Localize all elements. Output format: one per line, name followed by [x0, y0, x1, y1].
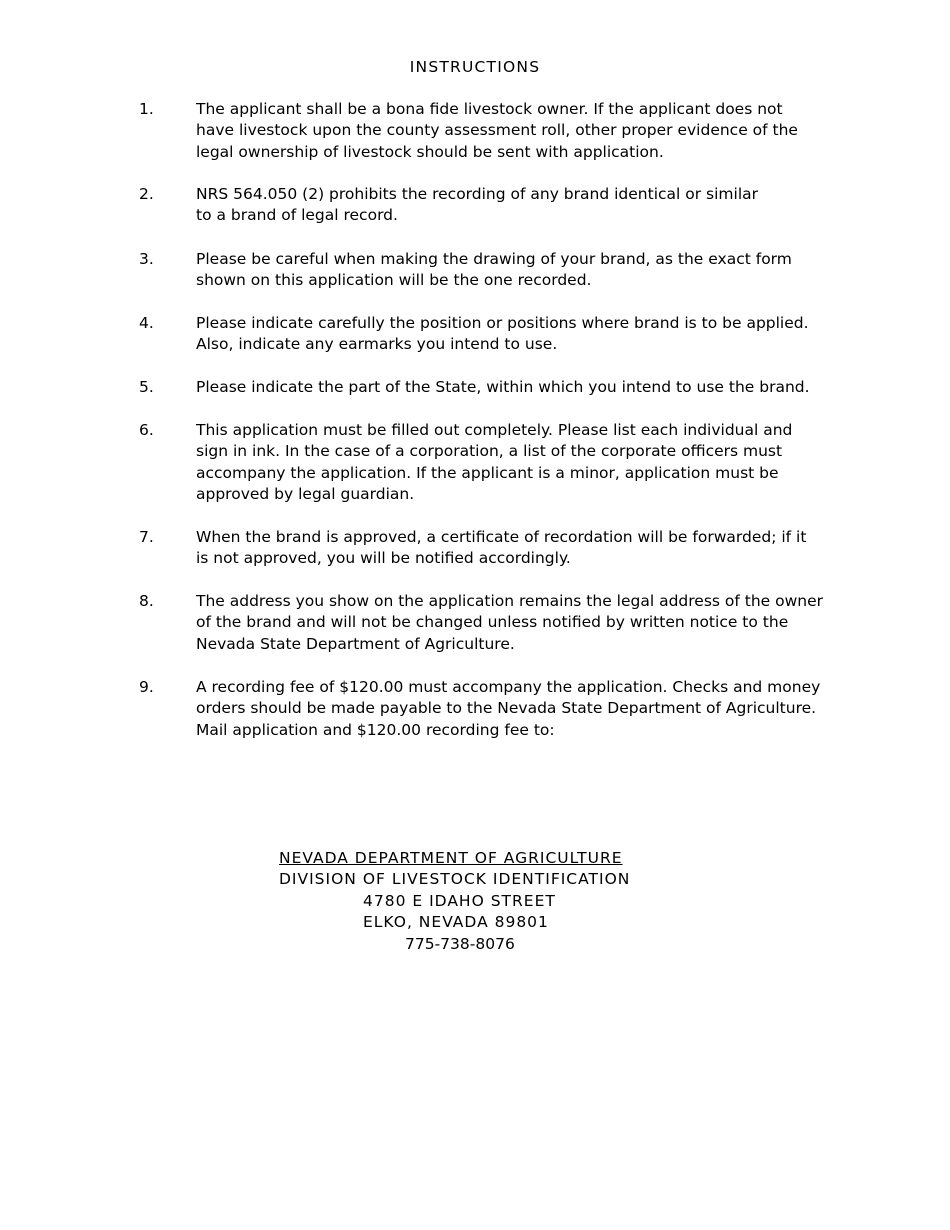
- item-text: [196, 420, 836, 506]
- item-text: [196, 377, 836, 398]
- item-text: [196, 99, 836, 163]
- item-text: [196, 677, 836, 741]
- item-number: 4.: [139, 314, 154, 332]
- address-city: ELKO, NEVADA 89801: [363, 913, 549, 932]
- item-number: 5.: [139, 378, 154, 396]
- item-number: 8.: [139, 592, 154, 610]
- item-number: 9.: [139, 678, 154, 696]
- item-number: 7.: [139, 528, 154, 546]
- item-line: Please indicate carefully the position or positions where brand is to be applied.: [196, 314, 809, 332]
- item-line: When the brand is approved, a certificate of recordation will be forwarded; if it: [196, 528, 807, 546]
- item-line: of the brand and will not be changed unless notified by written notice to the: [196, 613, 789, 632]
- item-text: [196, 313, 836, 356]
- address-phone: 775-738-8076: [405, 934, 515, 953]
- item-line: This application must be filled out completely. Please list each individual and: [196, 421, 793, 439]
- item-text: [196, 527, 836, 570]
- address-street: 4780 E IDAHO STREET: [363, 891, 556, 910]
- item-text: [196, 184, 836, 227]
- item-line: orders should be made payable to the Nevada State Department of Agriculture.: [196, 699, 817, 718]
- item-line: Please be careful when making the drawing of your brand, as the exact form: [196, 250, 792, 268]
- item-line: Also, indicate any earmarks you intend to use.: [196, 335, 558, 354]
- address-division: DIVISION OF LIVESTOCK IDENTIFICATION: [279, 870, 631, 889]
- item-number: 3.: [139, 250, 154, 268]
- item-line: Nevada State Department of Agriculture.: [196, 634, 515, 653]
- item-line: approved by legal guardian.: [196, 485, 415, 504]
- item-line: have livestock upon the county assessment roll, other proper evidence of the: [196, 121, 798, 140]
- item-line: Please indicate the part of the State, within which you intend to use the brand.: [196, 378, 810, 396]
- item-line: legal ownership of livestock should be sent with application.: [196, 142, 664, 161]
- item-line: to a brand of legal record.: [196, 206, 398, 225]
- item-line: A recording fee of $120.00 must accompany the application. Checks and money: [196, 678, 821, 696]
- item-number: 1.: [139, 100, 154, 118]
- item-line: shown on this application will be the one recorded.: [196, 271, 592, 290]
- item-line: The applicant shall be a bona fide livestock owner. If the applicant does not: [196, 100, 783, 118]
- item-line: sign in ink. In the case of a corporation, a list of the corporate officers must: [196, 442, 783, 461]
- item-line: The address you show on the application remains the legal address of the owner: [196, 592, 824, 610]
- item-number: 2.: [139, 185, 154, 203]
- item-text: [196, 591, 836, 655]
- item-line: Mail application and $120.00 recording fee to:: [196, 720, 555, 739]
- page-title: INSTRUCTIONS: [409, 58, 541, 76]
- item-line: is not approved, you will be notified accordingly.: [196, 549, 571, 568]
- item-number: 6.: [139, 421, 154, 439]
- item-line: accompany the application. If the applicant is a minor, application must be: [196, 463, 779, 482]
- address-department: NEVADA DEPARTMENT OF AGRICULTURE: [279, 849, 623, 867]
- item-text: [196, 249, 836, 292]
- item-line: NRS 564.050 (2) prohibits the recording of any brand identical or similar: [196, 185, 758, 203]
